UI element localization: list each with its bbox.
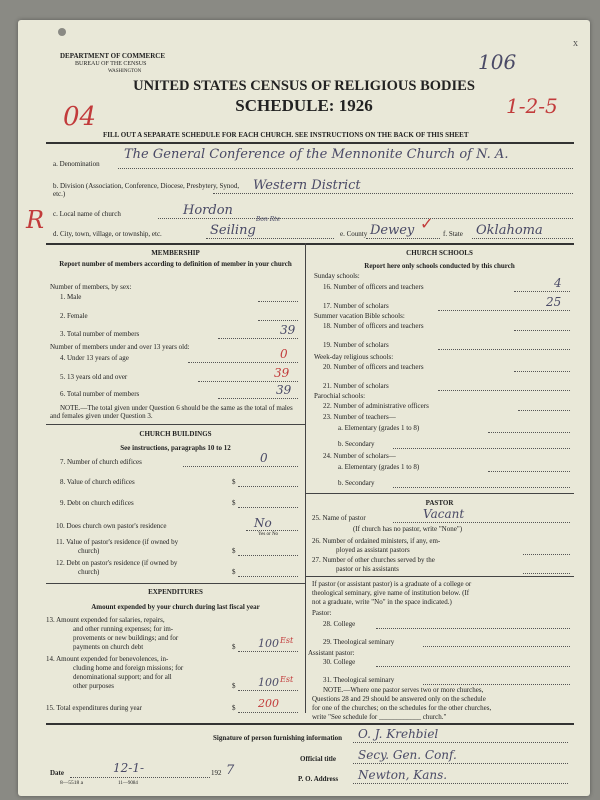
q21-label: 21. Number of scholars [323, 382, 389, 390]
instruction-line: FILL OUT A SEPARATE SCHEDULE FOR EACH CHURCH. SEE INSTRUCTIONS ON THE BACK OF THIS SHEET [103, 131, 469, 139]
po-address-value: Newton, Kans. [358, 768, 448, 782]
print-number: 11—9084 [118, 781, 138, 786]
q14-label-3: denominational support; and for all [73, 673, 172, 681]
pastor-sublabel: Pastor: [312, 609, 332, 617]
city-label: WASHINGTON [108, 69, 142, 74]
over13-label: 5. 13 years old and over [60, 373, 128, 381]
q26-label: 26. Number of ordained ministers, if any, em- [312, 537, 441, 545]
summer-label: Summer vacation Bible schools: [314, 312, 405, 320]
pastor-title: PASTOR [425, 499, 454, 507]
total-members-value: 39 [280, 323, 296, 337]
form-title: UNITED STATES CENSUS OF RELIGIOUS BODIES [133, 78, 475, 94]
q25-label: 25. Name of pastor [312, 514, 366, 522]
under13-value: 0 [280, 347, 288, 361]
state-value: Oklahoma [476, 223, 543, 238]
expenditures-subtitle: Amount expended by your church during last fiscal year [91, 603, 260, 611]
city-route-note: Bon Rte [256, 216, 281, 223]
q11-label-cont: church) [78, 547, 100, 555]
county-value: Dewey [370, 223, 415, 238]
date-value: 12-1- [113, 761, 145, 775]
q23b-label: b. Secondary [338, 440, 375, 448]
q23-label: 23. Number of teachers— [323, 413, 396, 421]
punch-hole [58, 28, 66, 36]
q25-value: Vacant [423, 507, 465, 521]
q13-label-3: provements or new buildings; and for [73, 634, 179, 642]
dollar-sign: $ [232, 499, 236, 507]
city-label: d. City, town, village, or township, etc. [53, 230, 162, 238]
q24a-label: a. Elementary (grades 1 to 8) [338, 463, 420, 471]
local-name-label: c. Local name of church [53, 210, 121, 218]
q17-label: 17. Number of scholars [323, 302, 389, 310]
dollar-sign: $ [232, 643, 236, 651]
red-check-icon: ✓ [420, 216, 434, 233]
total6-value: 39 [276, 383, 292, 397]
q27-label: 27. Number of other churches served by the [312, 556, 435, 564]
pastor-note-3: for one of the churches; on the schedules for the other churches, [312, 704, 492, 712]
handwritten-code: 1-2-5 [506, 94, 558, 118]
q28-label: 28. College [323, 620, 356, 628]
dollar-sign: $ [232, 682, 236, 690]
county-label: e. County [340, 230, 368, 238]
signature-value: O. J. Krehbiel [358, 727, 439, 741]
parochial-label: Parochial schools: [314, 392, 366, 400]
membership-title: MEMBERSHIP [151, 249, 200, 257]
state-label: f. State [443, 230, 463, 238]
q16-value: 4 [554, 276, 562, 290]
q24b-label: b. Secondary [338, 479, 375, 487]
membership-subtitle: Report number of members according to definition of member in your church [59, 260, 292, 268]
q14-estimate-note: Est [280, 675, 294, 684]
sunday-label: Sunday schools: [314, 272, 360, 280]
yes-no-note: Yes or No [258, 532, 279, 537]
dollar-sign: $ [232, 478, 236, 486]
graduate-instruction-1: If pastor (or assistant pastor) is a graduate of a college or [312, 580, 472, 588]
q12-label-cont: church) [78, 568, 100, 576]
division-value: Western District [253, 178, 361, 193]
signature-label: Signature of person furnishing information [213, 734, 342, 742]
q23a-label: a. Elementary (grades 1 to 8) [338, 424, 420, 432]
census-schedule-document [18, 20, 590, 796]
q13-estimate-note: Est [280, 636, 294, 645]
q13-label: 13. Amount expended for salaries, repairs, [46, 616, 165, 624]
q24-label: 24. Number of scholars— [323, 452, 396, 460]
q25-note: (If church has no pastor, write "None") [353, 525, 463, 533]
dept-label: DEPARTMENT OF COMMERCE [60, 52, 166, 60]
division-label: b. Division (Association, Conference, Diocese, Presbytery, Synod, etc.) [53, 182, 240, 198]
assistant-pastor-sublabel: Assistant pastor: [308, 649, 355, 657]
q15-value: 200 [258, 697, 279, 710]
expenditures-title: EXPENDITURES [148, 588, 203, 596]
denomination-value: The General Conference of the Mennonite Church of N. A. [124, 147, 509, 162]
handwritten-code-04: 04 [63, 102, 97, 132]
male-label: 1. Male [60, 293, 82, 301]
q22-label: 22. Number of administrative officers [323, 402, 429, 410]
handwritten-r-mark: R [26, 206, 45, 234]
schools-subtitle: Report here only schools conducted by this church [364, 262, 515, 270]
q30-label: 30. College [323, 658, 356, 666]
q10-label: 10. Does church own pastor's residence [56, 522, 167, 530]
q8-label: 8. Value of church edifices [60, 478, 135, 486]
q14-label-2: cluding home and foreign missions; for [73, 664, 184, 672]
q13-label-2: and other running expenses; for im- [73, 625, 174, 633]
female-label: 2. Female [60, 312, 88, 320]
year-prefix: 192 [211, 769, 222, 777]
year-value: 7 [226, 763, 235, 778]
q26-label-cont: ployed as assistant pastors [336, 546, 410, 554]
schedule-title: SCHEDULE: 1926 [235, 96, 373, 115]
form-number: 8—5518 a [60, 780, 84, 786]
local-name-value: Hordon [183, 203, 233, 218]
q16-label: 16. Number of officers and teachers [323, 283, 424, 291]
dollar-sign: $ [232, 568, 236, 576]
q7-value: 0 [260, 451, 268, 465]
total6-label: 6. Total number of members [60, 390, 140, 398]
pastor-note-4: write "See schedule for ____________ church." [312, 713, 447, 721]
graduate-instruction-3: not a graduate, write "No" in the space indicated.) [312, 598, 452, 606]
denomination-label: a. Denomination [53, 160, 100, 168]
q14-value: 100 [258, 676, 279, 689]
q17-value: 25 [546, 295, 562, 309]
pastor-note-2: Questions 28 and 29 should be answered only on the schedule [312, 695, 486, 703]
membership-note: NOTE.—The total given under Question 6 should be the same as the total of males and females given under Question 3. [50, 404, 293, 420]
q29-label: 29. Theological seminary [323, 638, 395, 646]
schools-title: CHURCH SCHOOLS [406, 249, 473, 257]
graduate-instruction-2: theological seminary, give name of institution below. (If [312, 589, 470, 597]
dollar-sign: $ [232, 704, 236, 712]
q15-label: 15. Total expenditures during year [46, 704, 142, 712]
city-value: Seiling [210, 223, 256, 238]
under13-label: 4. Under 13 years of age [60, 354, 129, 362]
q12-label: 12. Debt on pastor's residence (if owned by [56, 559, 178, 567]
q13-label-4: payments on church debt [73, 643, 144, 651]
q7-label: 7. Number of church edifices [60, 458, 142, 466]
official-title-value: Secy. Gen. Conf. [358, 748, 457, 762]
buildings-subtitle: See instructions, paragraphs 10 to 12 [120, 444, 231, 452]
q14-label-4: other purposes [73, 682, 115, 690]
pastor-note-1: NOTE.—Where one pastor serves two or more churches, [323, 686, 484, 694]
q11-label: 11. Value of pastor's residence (if owned by [56, 538, 179, 546]
bureau-label: BUREAU OF THE CENSUS [75, 61, 147, 67]
q31-label: 31. Theological seminary [323, 676, 395, 684]
by-sex-label: Number of members, by sex: [50, 283, 132, 291]
q14-label: 14. Amount expended for benevolences, in- [46, 655, 169, 663]
age-heading: Number of members under and over 13 years old: [50, 343, 190, 351]
q10-value: No [254, 516, 272, 530]
q19-label: 19. Number of scholars [323, 341, 389, 349]
over13-value: 39 [274, 366, 290, 380]
po-address-label: P. O. Address [298, 775, 339, 783]
total-members-label: 3. Total number of members [60, 330, 140, 338]
buildings-title: CHURCH BUILDINGS [139, 430, 212, 438]
dollar-sign: $ [232, 547, 236, 555]
q13-value: 100 [258, 637, 279, 650]
weekday-label: Week-day religious schools: [314, 353, 394, 361]
date-label: Date [50, 769, 64, 777]
q18-label: 18. Number of officers and teachers [323, 322, 424, 330]
q27-label-cont: pastor or his assistants [336, 565, 399, 573]
q20-label: 20. Number of officers and teachers [323, 363, 424, 371]
corner-mark: x [573, 38, 578, 49]
q9-label: 9. Debt on church edifices [60, 499, 134, 507]
official-title-label: Official title [300, 755, 336, 763]
handwritten-number: 106 [478, 50, 517, 74]
